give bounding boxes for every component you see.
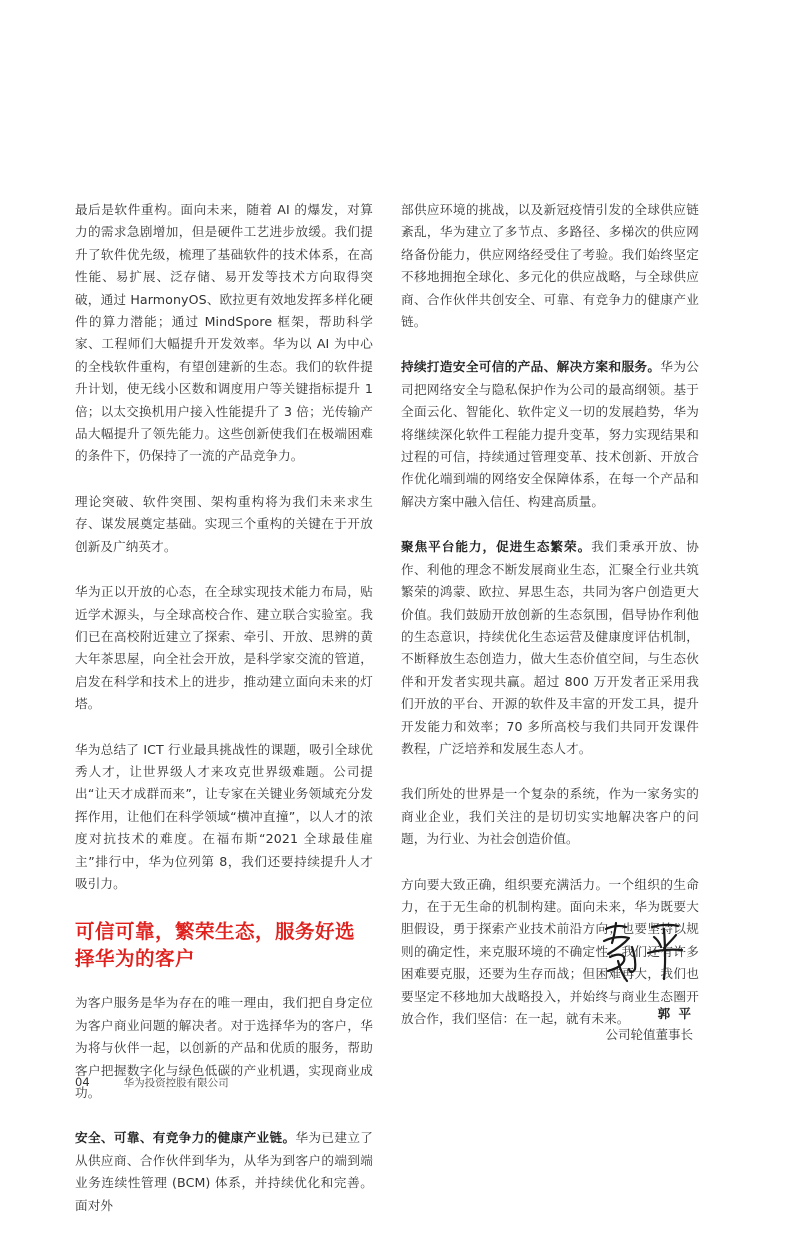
paragraph: 部供应环境的挑战，以及新冠疫情引发的全球供应链紊乱，华为建立了多节点、多路径、多梯次的供应网络备份能力，供应网络经受住了考验。我们始终坚定不移地拥抱全球化、多元化的供应战略，与全球供应商、合作伙伴共创安全、可靠、有竞争力的健康产业链。 <box>401 202 699 330</box>
company-name: 华为投资控股有限公司 <box>123 1077 229 1089</box>
paragraph: 我们所处的世界是一个复杂的系统，作为一家务实的商业企业，我们关注的是切切实实地解决客户的问题，为行业、为社会创造价值。 <box>401 786 699 847</box>
signer-name: 郭 平 <box>657 1006 693 1021</box>
page-footer <box>75 1075 229 1090</box>
section-heading: 可信可靠，繁荣生态，服务好选择华为的客户 <box>75 920 356 971</box>
paragraph-lead: 安全、可靠、有竞争力的健康产业链。 <box>75 1130 296 1146</box>
paragraph: 最后是软件重构。面向未来，随着 AI 的爆发，对算力的需求急剧增加，但是硬件工艺进步放缓。我们提升了软件优先级，梳理了基础软件的技术体系，在高性能、易扩展、泛存储、易开发等技术方向取得突破，通过 HarmonyOS、欧拉更有效地发挥多样化硬件的算力潜能；通过 MindSpore 框架，帮助科学家、工程师们大幅提升开发效率。华为以 AI 为中心的全栈软件重构，有望创建新的生态。我们的软件提升计划，使无线小区数和调度用户等关键指标提升 1 倍；以太交换机用户接入性能提升了 3 倍；光传输产品大幅提升了领先能力。这些创新使我们在极端困难的条件下，仍保持了一流的产品竞争力。 <box>75 202 373 464</box>
signer-title: 公司轮值董事长 <box>605 1027 693 1042</box>
paragraph-body: 华为公司把网络安全与隐私保护作为公司的最高纲领。基于全面云化、智能化、软件定义一切的发展趋势，华为将继续深化软件工程能力提升变革，努力实现结果和过程的可信，持续通过管理变革、技术创新、开放合作优化端到端的网络安全保障体系，在每一个产品和解决方案中融入信任、构建高质量。 <box>401 359 699 509</box>
paragraph: 方向要大致正确，组织要充满活力。一个组织的生命力，在于无生命的机制构建。面向未来，华为既要大胆假设，勇于探索产业技术前沿方向；也要坚持以规则的确定性，来克服环境的不确定性。我们还有许多困难要克服，还要为生存而战；但困难再大，我们也要坚定不移地加大战略投入，并始终与商业生态圈开放合作，我们坚信：在一起，就有未来。 <box>401 876 699 1026</box>
handwritten-signature <box>596 917 692 989</box>
paragraph <box>401 356 699 513</box>
paragraph-body: 我们秉承开放、协作、利他的理念不断发展商业生态，汇聚全行业共筑繁荣的鸿蒙、欧拉、昇思生态，共同为客户创造更大价值。我们鼓励开放创新的生态氛围，倡导协作利他的生态意识，持续优化生态运营及健康度评估机制，不断释放生态创造力，做大生态价值空间，与生态伙伴和开发者实现共赢。超过 800 万开发者正采用我们开放的平台、开源的软件及丰富的开发工具，提升开发能力和效率；70 多所高校与我们共同开发课件教程，广泛培养和发展生态人才。 <box>401 539 699 756</box>
paragraph-lead: 聚焦平台能力，促进生态繁荣。 <box>401 539 592 555</box>
paragraph <box>401 536 699 760</box>
paragraph <box>75 1127 373 1217</box>
paragraph: 华为总结了 ICT 行业最具挑战性的课题，吸引全球优秀人才，让世界级人才来攻克世界级难题。公司提出“让天才成群而来”，让专家在关键业务领域充分发挥作用，让他们在科学领域“横冲直撞”，以人才的浓度对抗技术的难度。在福布斯“2021 全球最佳雇主”排行中，华为位列第 8，我们还要持续提升人才吸引力。 <box>75 741 373 891</box>
paragraph-lead: 持续打造安全可信的产品、解决方案和服务。 <box>401 359 661 375</box>
paragraph: 理论突破、软件突围、架构重构将为我们未来求生存、谋发展奠定基础。实现三个重构的关键在于开放创新及广纳英才。 <box>75 493 373 554</box>
paragraph: 为客户服务是华为存在的唯一理由，我们把自身定位为客户商业问题的解决者。对于选择华为的客户，华为将与伙伴一起，以创新的产品和优质的服务，帮助客户把握数字化与绿色低碳的产业机遇，实现商业成功。 <box>75 995 373 1100</box>
page-number: 04 <box>75 1075 90 1089</box>
paragraph: 华为正以开放的心态，在全球实现技术能力布局，贴近学术源头，与全球高校合作、建立联合实验室。我们已在高校附近建立了探索、牵引、开放、思辨的黄大年茶思屋，向全社会开放，是科学家交流的管道，启发在科学和技术上的进步，推动建立面向未来的灯塔。 <box>75 584 373 712</box>
paragraph-body: 华为已建立了从供应商、合作伙伴到华为，从华为到客户的端到端业务连续性管理 (BCM) 体系，并持续优化和完善。面对外 <box>75 1130 374 1213</box>
